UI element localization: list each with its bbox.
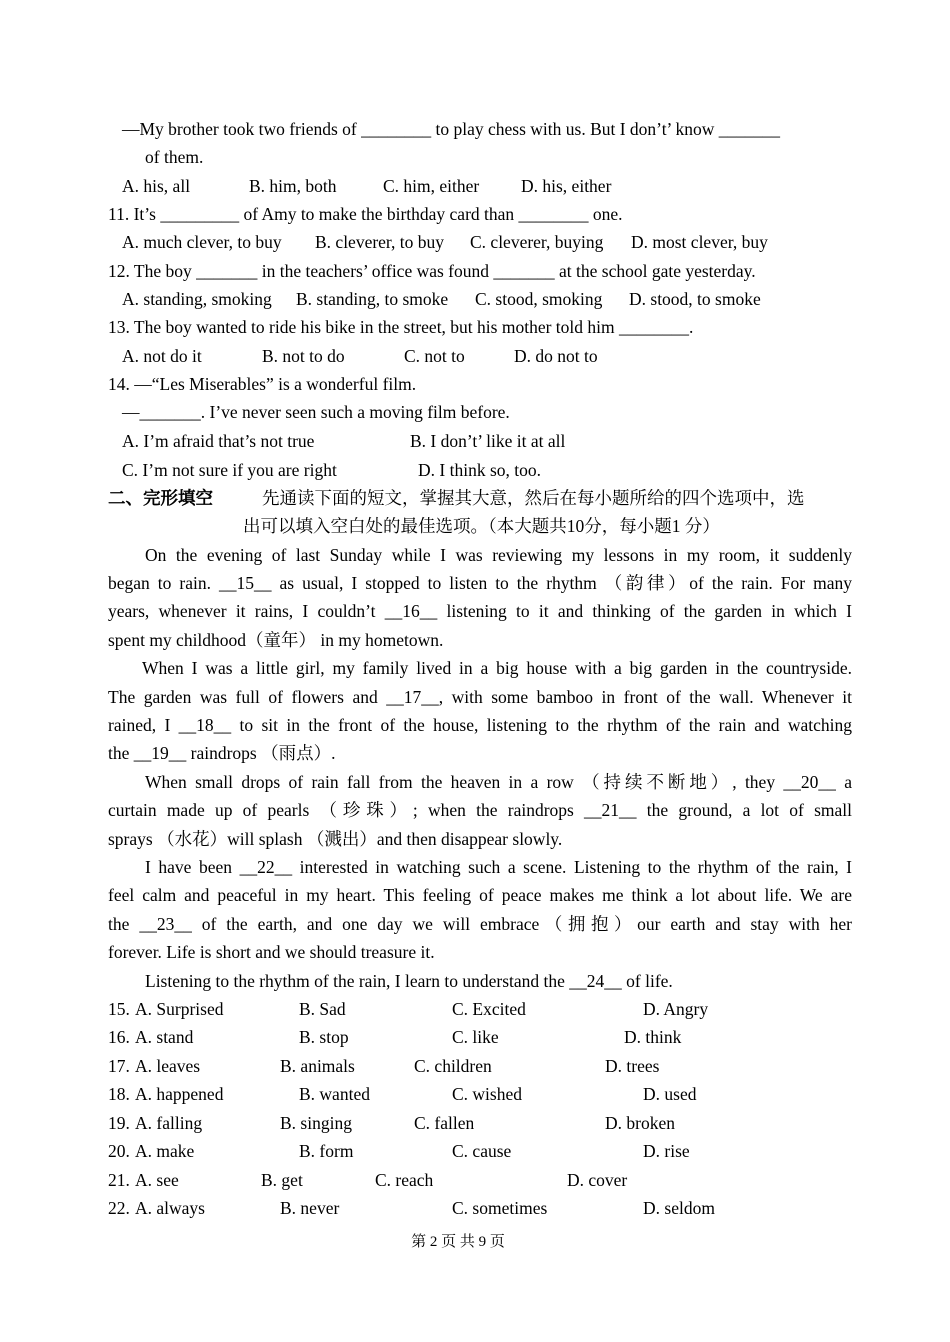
passage-line: rained, I __18__ to sit in the front of the house, listening to the rhythm of the rain and watching: [108, 715, 852, 735]
answer-option-c: C. reach: [375, 1170, 434, 1190]
answer-option-b: B. never: [280, 1198, 340, 1218]
q14-option-b: B. I don’t’ like it at all: [410, 431, 566, 451]
q10-stem-line2: of them.: [145, 147, 204, 167]
answer-option-c: C. like: [452, 1027, 499, 1047]
passage-line: sprays （水花）will splash （溅出）and then disappear slowly.: [108, 829, 563, 849]
q12-option-d: D. stood, to smoke: [629, 289, 761, 309]
answer-number: 22.: [108, 1198, 130, 1218]
passage-line: spent my childhood（童年） in my hometown.: [108, 630, 444, 650]
q11-option-d: D. most clever, buy: [631, 232, 768, 252]
q11-option-c: C. cleverer, buying: [470, 232, 604, 252]
q14-option-c: C. I’m not sure if you are right: [122, 460, 337, 480]
passage-line: the __19__ raindrops （雨点）.: [108, 743, 336, 763]
passage-line: Listening to the rhythm of the rain, I learn to understand the __24__ of life.: [145, 971, 673, 991]
answer-number: 15.: [108, 999, 130, 1019]
q14-stem-line2: —_______. I’ve never seen such a moving film before.: [122, 402, 510, 422]
answer-number: 17.: [108, 1056, 130, 1076]
answer-option-a: A. leaves: [135, 1056, 201, 1076]
q11-option-a: A. much clever, to buy: [122, 232, 282, 252]
q13-stem: 13. The boy wanted to ride his bike in the street, but his mother told him ________.: [108, 317, 694, 337]
q10-option-d: D. his, either: [521, 176, 612, 196]
answer-option-b: B. stop: [299, 1027, 349, 1047]
answer-option-a: A. stand: [135, 1027, 194, 1047]
passage-line: When I was a little girl, my family lived in a big house with a big garden in the countryside.: [142, 658, 852, 678]
answer-option-d: D. used: [643, 1084, 697, 1104]
answer-number: 21.: [108, 1170, 130, 1190]
answer-option-a: A. Surprised: [135, 999, 224, 1019]
q13-option-d: D. do not to: [514, 346, 598, 366]
q10-stem-line1: —My brother took two friends of ________ to play chess with us. But I don’t’ know _______: [122, 119, 780, 139]
passage-line: I have been __22__ interested in watching such a scene. Listening to the rhythm of the rain, I: [145, 857, 852, 877]
page-footer: 第 2 页 共 9 页: [411, 1234, 505, 1250]
answer-option-d: D. seldom: [643, 1198, 715, 1218]
answer-option-c: C. fallen: [414, 1113, 475, 1133]
q13-option-b: B. not to do: [262, 346, 345, 366]
answer-number: 18.: [108, 1084, 130, 1104]
passage-line: forever. Life is short and we should treasure it.: [108, 942, 435, 962]
q11-option-b: B. cleverer, to buy: [315, 232, 445, 252]
section-heading: 二、完形填空: [108, 488, 213, 508]
passage-line: curtain made up of pearls （珍珠）; when the raindrops __21__ the ground, a lot of small: [108, 800, 852, 820]
q12-option-b: B. standing, to smoke: [296, 289, 449, 309]
answer-option-d: D. Angry: [643, 999, 709, 1019]
answer-option-b: B. form: [299, 1141, 354, 1161]
passage-line: feel calm and peaceful in my heart. This feeling of peace makes me think a lot about life. We are: [108, 885, 852, 905]
answer-option-a: A. happened: [135, 1084, 224, 1104]
answer-option-b: B. Sad: [299, 999, 346, 1019]
q10-option-c: C. him, either: [383, 176, 480, 196]
answer-option-d: D. think: [624, 1027, 682, 1047]
q12-stem: 12. The boy _______ in the teachers’ office was found _______ at the school gate yesterday.: [108, 261, 756, 281]
q14-option-a: A. I’m afraid that’s not true: [122, 431, 315, 451]
answer-option-b: B. animals: [280, 1056, 355, 1076]
answer-option-b: B. wanted: [299, 1084, 370, 1104]
answer-option-b: B. singing: [280, 1113, 352, 1133]
passage-line: The garden was full of flowers and __17__, with some bamboo in front of the wall. Whenever it: [108, 687, 852, 707]
answer-option-d: D. trees: [605, 1056, 660, 1076]
answer-number: 20.: [108, 1141, 130, 1161]
passage-line: the __23__ of the earth, and one day we will embrace（拥抱）our earth and stay with her: [108, 914, 852, 934]
q12-option-c: C. stood, smoking: [475, 289, 603, 309]
answer-option-a: A. see: [135, 1170, 179, 1190]
q12-option-a: A. standing, smoking: [122, 289, 272, 309]
answer-option-d: D. cover: [567, 1170, 628, 1190]
q13-option-a: A. not do it: [122, 346, 202, 366]
q10-option-a: A. his, all: [122, 176, 191, 196]
answer-option-d: D. rise: [643, 1141, 690, 1161]
answer-option-a: A. always: [135, 1198, 205, 1218]
section-instruction-line2: 出可以填入空白处的最佳选项。（本大题共10分，每小题1 分）: [243, 516, 720, 536]
passage-line: years, whenever it rains, I couldn’t __16__ listening to it and thinking of the garden in which I: [108, 601, 852, 621]
q13-option-c: C. not to: [404, 346, 465, 366]
q10-option-b: B. him, both: [249, 176, 337, 196]
answer-option-c: C. Excited: [452, 999, 526, 1019]
passage-line: When small drops of rain fall from the heaven in a row （持续不断地）, they __20__ a: [145, 772, 852, 792]
section-instruction-line1: 先通读下面的短文，掌握其大意，然后在每小题所给的四个选项中，选: [262, 488, 805, 508]
passage-line: began to rain. __15__ as usual, I stopped to listen to the rhythm （韵律）of the rain. For many: [108, 573, 852, 593]
answer-option-a: A. make: [135, 1141, 195, 1161]
answer-number: 16.: [108, 1027, 130, 1047]
answer-option-c: C. children: [414, 1056, 492, 1076]
answer-option-a: A. falling: [135, 1113, 203, 1133]
answer-option-c: C. wished: [452, 1084, 522, 1104]
q11-stem: 11. It’s _________ of Amy to make the birthday card than ________ one.: [108, 204, 623, 224]
answer-option-c: C. cause: [452, 1141, 512, 1161]
answer-option-c: C. sometimes: [452, 1198, 548, 1218]
answer-option-d: D. broken: [605, 1113, 675, 1133]
passage-line: On the evening of last Sunday while I was reviewing my lessons in my room, it suddenly: [145, 545, 852, 565]
answer-option-b: B. get: [261, 1170, 303, 1190]
q14-stem-line1: 14. —“Les Miserables” is a wonderful film.: [108, 374, 417, 394]
q14-option-d: D. I think so, too.: [418, 460, 541, 480]
answer-number: 19.: [108, 1113, 130, 1133]
